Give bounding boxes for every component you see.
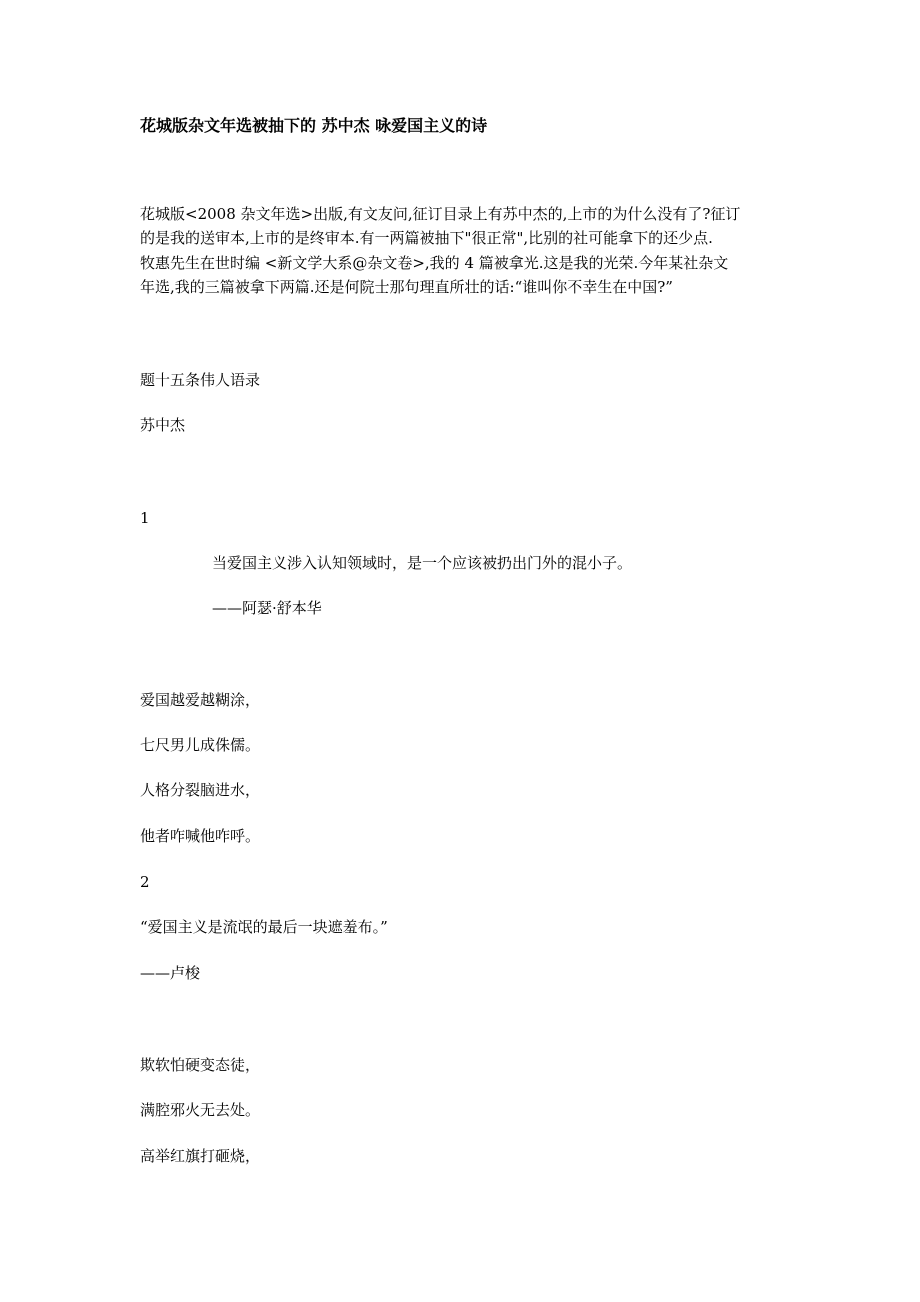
section-number: 2 (140, 873, 150, 891)
intro-line-3: 牧惠先生在世时编 <新文学大系@杂文卷>,我的 4 篇被拿光.这是我的光荣.今年某社杂文 (140, 254, 729, 272)
poem-title: 题十五条伟人语录 (140, 371, 261, 389)
section-quote: 当爱国主义涉入认知领域时，是一个应该被扔出门外的混小子。 (212, 554, 633, 572)
verse-line: 七尺男儿成侏儒。 (140, 736, 261, 754)
section-attribution: ——卢梭 (140, 964, 201, 982)
intro-line-4: 年选,我的三篇被拿下两篇.还是何院士那句理直所壮的话:“谁叫你不幸生在中国?” (140, 278, 673, 296)
section-number: 1 (140, 509, 150, 527)
intro-line-2: 的是我的送审本,上市的是终审本.有一两篇被抽下"很正常",比别的社可能拿下的还少点. (140, 229, 713, 247)
intro-line-1: 花城版<2008 杂文年选>出版,有文友问,征订目录上有苏中杰的,上市的为什么没有了?征订 (140, 205, 741, 223)
verse-line: 人格分裂脑进水， (140, 781, 261, 799)
verse-line: 高举红旗打砸烧， (140, 1147, 261, 1165)
verse-line: 爱国越爱越糊涂， (140, 691, 261, 709)
poem-author: 苏中杰 (140, 416, 186, 434)
section-quote: “爱国主义是流氓的最后一块遮羞布。” (140, 918, 388, 936)
document-title: 花城版杂文年选被抽下的 苏中杰 咏爱国主义的诗 (140, 116, 488, 135)
verse-line: 欺软怕硬变态徒， (140, 1056, 261, 1074)
verse-line: 满腔邪火无去处。 (140, 1101, 261, 1119)
section-attribution: ——阿瑟·舒本华 (212, 599, 322, 617)
verse-line: 他者咋喊他咋呼。 (140, 827, 261, 845)
